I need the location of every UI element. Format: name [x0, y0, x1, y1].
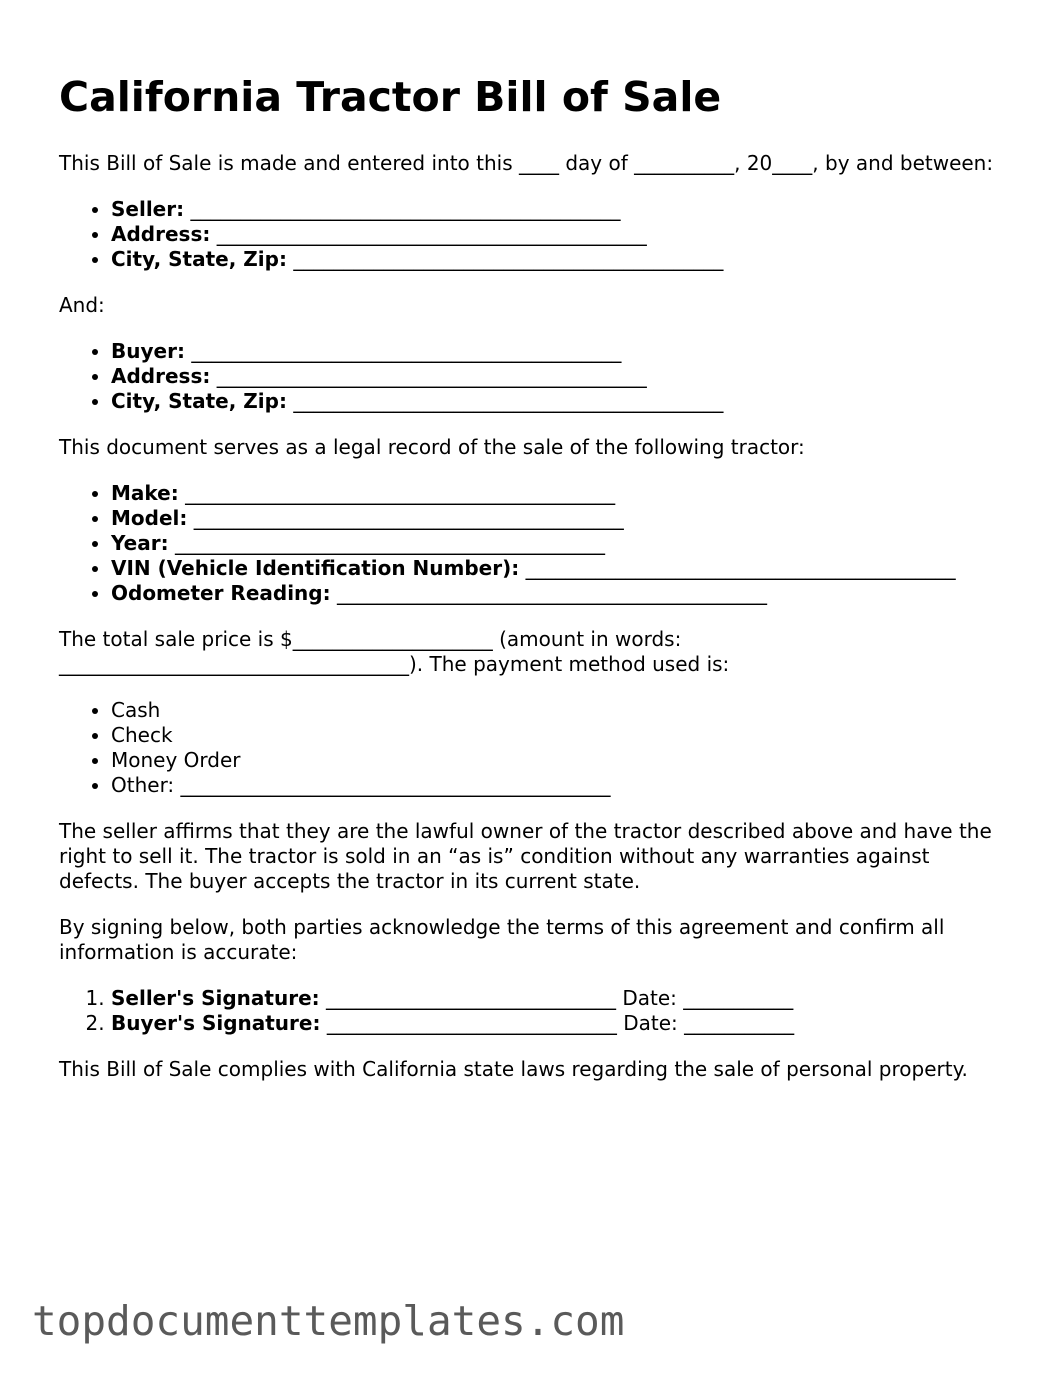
field-blank: ___________________________________________	[216, 364, 647, 389]
field-label: Buyer:	[111, 339, 185, 364]
field-label: Model:	[111, 506, 188, 531]
affirmation-paragraph: The seller affirms that they are the lawful owner of the tractor described above and have the right to sell it. The tractor is sold in an “as is” condition without any warranties against defects. The buyer accepts the tractor in its current state.	[59, 819, 992, 894]
tractor-model-field	[111, 506, 1009, 531]
date-blank: ___________	[683, 986, 794, 1011]
signing-paragraph: By signing below, both parties acknowledge the terms of this agreement and confirm all information is accurate:	[59, 915, 945, 965]
watermark-text: topdocumenttemplates.com	[32, 1297, 625, 1345]
tractor-year-field	[111, 531, 1009, 556]
field-blank: ___________________________________________	[293, 247, 724, 272]
seller-name-field	[111, 197, 1009, 222]
buyer-info-list	[59, 339, 1009, 414]
field-label: City, State, Zip:	[111, 247, 287, 272]
field-label: Address:	[111, 364, 211, 389]
field-blank: ___________________________________________	[336, 581, 767, 606]
payment-method-list	[59, 698, 1009, 798]
field-label: Seller:	[111, 197, 185, 222]
field-blank: ___________________________________________	[525, 556, 956, 581]
intro-paragraph: This Bill of Sale is made and entered into this ____ day of __________, 20____, by and between:	[59, 151, 994, 176]
field-label: Address:	[111, 222, 211, 247]
signature-list	[59, 986, 1009, 1036]
date-blank: ___________	[684, 1011, 795, 1036]
buyer-name-field	[111, 339, 1009, 364]
field-label: VIN (Vehicle Identification Number):	[111, 556, 520, 581]
signature-blank: _____________________________	[326, 986, 616, 1011]
tractor-odometer-field	[111, 581, 1009, 606]
field-blank: ___________________________________________	[191, 339, 622, 364]
record-paragraph: This document serves as a legal record of the sale of the following tractor:	[59, 435, 805, 460]
and-text: And:	[59, 293, 105, 318]
compliance-paragraph: This Bill of Sale complies with California state laws regarding the sale of personal property.	[59, 1057, 968, 1082]
document-title: California Tractor Bill of Sale	[59, 73, 722, 121]
field-label: Make:	[111, 481, 179, 506]
date-label: Date:	[623, 1011, 678, 1036]
document-page	[59, 72, 1009, 1103]
field-blank: ___________________________________________	[193, 506, 624, 531]
field-blank: ___________________________________________	[190, 197, 621, 222]
seller-info-list	[59, 197, 1009, 272]
date-label: Date:	[622, 986, 677, 1011]
tractor-info-list	[59, 481, 1009, 606]
field-blank: ___________________________________________	[185, 481, 616, 506]
field-blank: ___________________________________________	[174, 531, 605, 556]
seller-signature-line	[111, 986, 1009, 1011]
tractor-vin-field	[111, 556, 1009, 581]
field-blank: ___________________________________________	[293, 389, 724, 414]
signature-label: Buyer's Signature:	[111, 1011, 321, 1036]
price-paragraph: The total sale price is $____________________ (amount in words: ___________________________________). The payment method used is:	[59, 627, 730, 677]
payment-method-other: • Other: ___________________________________________	[111, 773, 1009, 798]
field-blank: ___________________________________________	[216, 222, 647, 247]
seller-address-field	[111, 222, 1009, 247]
field-label: Odometer Reading:	[111, 581, 331, 606]
signature-blank: _____________________________	[326, 1011, 617, 1036]
payment-method-money-order: • Money Order	[111, 748, 1009, 773]
buyer-signature-line	[111, 1011, 1009, 1036]
buyer-city-state-zip-field	[111, 389, 1009, 414]
payment-method-cash: • Cash	[111, 698, 1009, 723]
field-label: City, State, Zip:	[111, 389, 287, 414]
signature-label: Seller's Signature:	[111, 986, 320, 1011]
payment-method-check: • Check	[111, 723, 1009, 748]
buyer-address-field	[111, 364, 1009, 389]
tractor-make-field	[111, 481, 1009, 506]
field-label: Year:	[111, 531, 169, 556]
seller-city-state-zip-field	[111, 247, 1009, 272]
